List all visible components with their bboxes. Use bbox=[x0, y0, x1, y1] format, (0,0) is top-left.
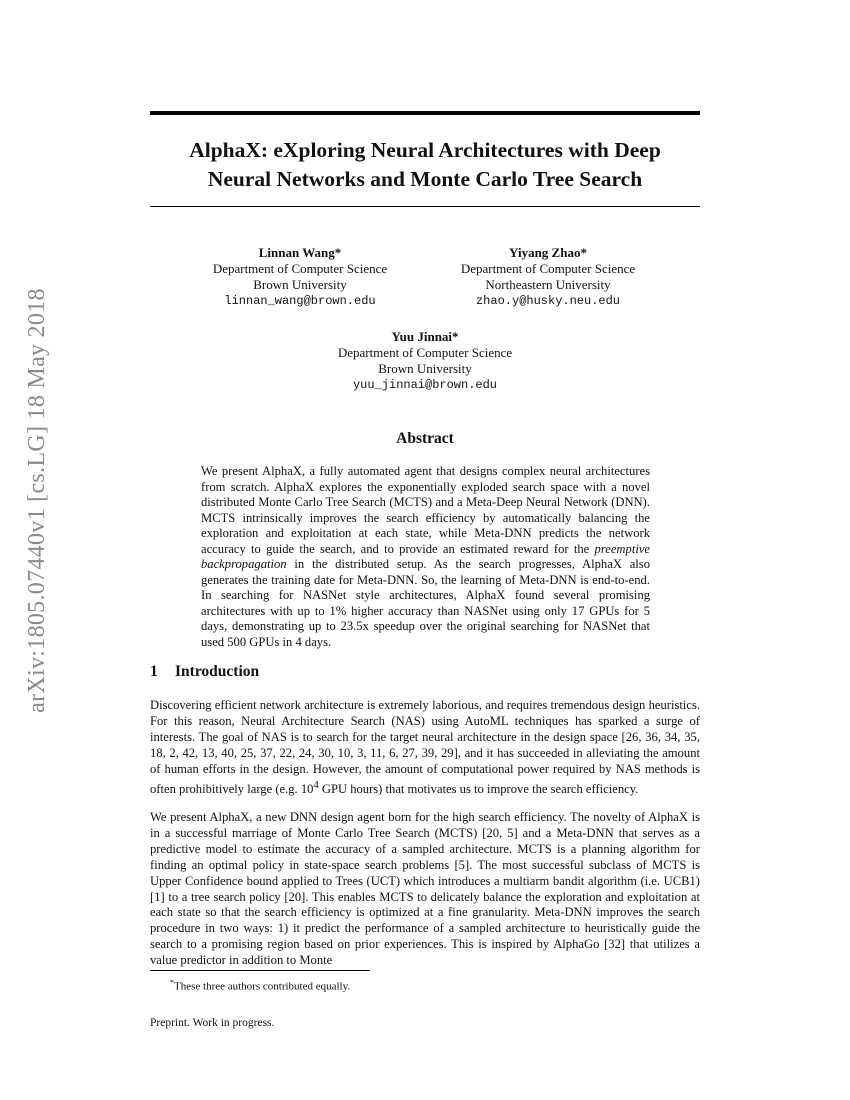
author-block-wang bbox=[180, 245, 420, 309]
abstract-heading: Abstract bbox=[396, 430, 454, 447]
paper-title bbox=[150, 136, 700, 194]
author-univ: Brown University bbox=[253, 277, 347, 292]
footnote-text: These three authors contributed equally. bbox=[174, 980, 351, 993]
author-univ: Northeastern University bbox=[485, 277, 611, 292]
author-email: zhao.y@husky.neu.edu bbox=[475, 294, 621, 308]
section-title: Introduction bbox=[175, 663, 260, 680]
author-name: Linnan Wang* bbox=[258, 245, 342, 260]
abstract-text bbox=[201, 464, 650, 650]
abstract-emphasis: preemptive backpropagation bbox=[201, 541, 650, 571]
arxiv-id: arXiv:1805.07440v1 [cs.LG] 18 May 2018 bbox=[23, 287, 50, 713]
section-heading-introduction bbox=[150, 663, 700, 681]
para1-text-end: GPU hours) that motivates us to improve the search efficiency. bbox=[318, 781, 639, 796]
title-top-rule bbox=[150, 111, 700, 115]
author-email: linnan_wang@brown.edu bbox=[224, 294, 376, 308]
author-name: Yuu Jinnai* bbox=[391, 329, 459, 344]
footnote-rule bbox=[150, 970, 370, 971]
author-name: Yiyang Zhao* bbox=[509, 245, 587, 260]
para1-exponent: 4 bbox=[313, 779, 319, 791]
title-line-1: AlphaX: eXploring Neural Architectures with Deep bbox=[189, 138, 661, 162]
author-block-jinnai bbox=[305, 329, 545, 393]
intro-paragraph-1 bbox=[150, 698, 700, 798]
preprint-notice: Preprint. Work in progress. bbox=[150, 1017, 275, 1029]
footnote-mark: * bbox=[170, 978, 174, 987]
author-block-zhao bbox=[428, 245, 668, 309]
author-univ: Brown University bbox=[378, 361, 472, 376]
footnote bbox=[170, 976, 350, 994]
author-email: yuu_jinnai@brown.edu bbox=[352, 378, 498, 392]
author-dept: Department of Computer Science bbox=[337, 345, 513, 360]
author-dept: Department of Computer Science bbox=[460, 261, 636, 276]
abstract-text-end: in the distributed setup. As the search progresses, AlphaX also generates the training date for Meta-DNN. So, the learning of Meta-DNN is end-to-end. In searching for NASNet style architectures, AlphaX found several promising architectures with up to 1% higher accuracy than NASNet using only 17 GPUs for 5 days, demonstrating up to 23.5x speedup over the original searching for NASNet that used 500 GPUs in 4 days. bbox=[201, 557, 650, 649]
arxiv-sidebar-stamp bbox=[22, 280, 52, 720]
title-bottom-rule bbox=[150, 206, 700, 207]
title-line-2: Neural Networks and Monte Carlo Tree Search bbox=[207, 167, 643, 191]
abstract-text-start: We present AlphaX, a fully automated agent that designs complex neural architectures from scratch. AlphaX explores the exponentially exploded search space with a novel distributed Monte Carlo Tree Search (MCTS) and a Meta-Deep Neural Network (DNN). MCTS intrinsically improves the search efficiency by automatically balancing the exploration and exploitation at each state, while Meta-DNN predicts the network accuracy to guide the search, and to provide an estimated reward for the bbox=[201, 464, 650, 556]
para1-text-start: Discovering efficient network architecture is extremely laborious, and requires tremendous design heuristics. For this reason, Neural Architecture Search (NAS) using AutoML techniques has sparked a surge of interests. The goal of NAS is to search for the target neural architecture in the design space [26, 36, 34, 35, 18, 2, 42, 13, 40, 25, 37, 22, 24, 30, 10, 3, 11, 6, 27, 39, 29], and it has succeeded in alleviating the amount of human efforts in the design. However, the amount of computational power required by NAS methods is often prohibitively large (e.g. 10 bbox=[150, 698, 700, 796]
intro-paragraph-2: We present AlphaX, a new DNN design agent born for the high search efficiency. The novelty of AlphaX is in a successful marriage of Monte Carlo Tree Search (MCTS) [20, 5] and a Meta-DNN that serves as a predictive model to estimate the accuracy of a sampled architecture. MCTS is a planning algorithm for finding an optimal policy in state-space search problems [5]. The most successful subclass of MCTS is Upper Confidence bound applied to Trees (UCT) which introduces a multiarm bandit algorithm (i.e. UCB1) [1] to a tree search policy [20]. This enables MCTS to delicately balance the exploration and exploitation at each state so that the search efficiency is optimized at a fine granularity. Meta-DNN improves the search procedure in two ways: 1) it predict the performance of a sampled architecture to heuristically guide the search to a promising region based on prior experiences. This is inspired by AlphaGo [32] that utilizes a value predictor in addition to Monte bbox=[150, 810, 700, 968]
author-dept: Department of Computer Science bbox=[212, 261, 388, 276]
section-number: 1 bbox=[150, 663, 158, 680]
